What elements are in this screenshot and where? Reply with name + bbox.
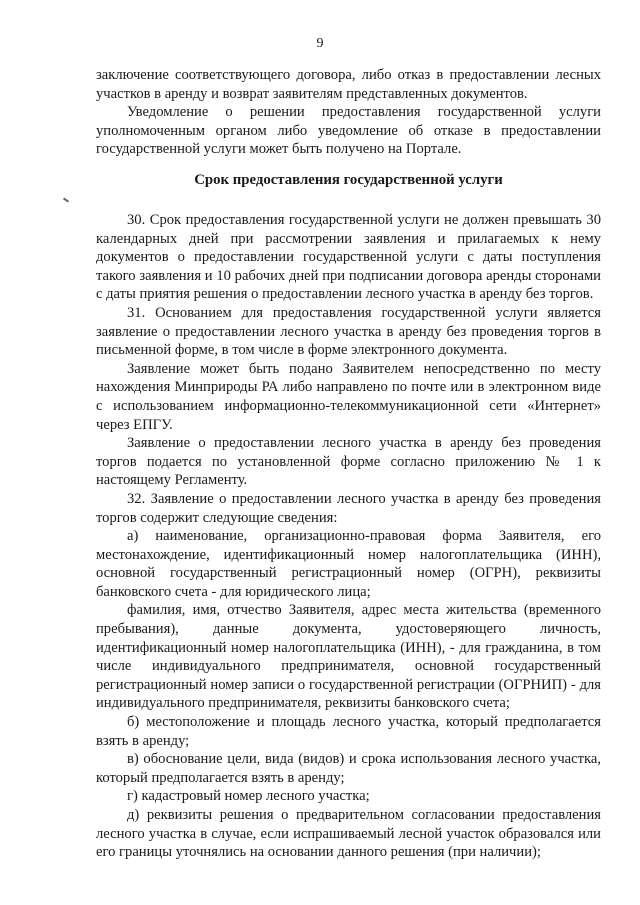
paragraph: заключение соответствующего договора, либо отказ в предоставлении лесных участков в аренду и возврат заявителям представленных документов. [96, 67, 601, 102]
text-block-main [96, 211, 601, 862]
paragraph: б) местоположение и площадь лесного участка, который предполагается взять в аренду; [96, 714, 601, 749]
paragraph: 32. Заявление о предоставлении лесного участка в аренду без проведения торгов содержит следующие сведения: [96, 490, 601, 526]
paragraph: Заявление о предоставлении лесного участка в аренду без проведения торгов подается по установленной форме согласно приложению № 1 к настоящему Регламенту. [96, 435, 601, 489]
page-number: 9 [316, 36, 324, 51]
margin-mark [63, 197, 69, 202]
paragraph: в) обоснование цели, вида (видов) и срока использования лесного участка, который предполагается взять в аренду; [96, 751, 601, 786]
paragraph: Уведомление о решении предоставления государственной услуги уполномоченным органом либо уведомление об отказе в предоставлении государственной услуги может быть получено на Портале. [96, 104, 601, 158]
text-block-top [96, 66, 601, 159]
paragraph: Заявление может быть подано Заявителем непосредственно по месту нахождения Минприроды РА либо направлено по почте или в электронном виде с использованием информационно-телекоммуникационной сети «Интернет» через ЕПГУ. [96, 360, 601, 433]
paragraph: фамилия, имя, отчество Заявителя, адрес места жительства (временного пребывания), данные документа, удостоверяющего личность, идентификационный номер налогоплательщика (ИНН), - для гражданина, в том числе индивидуального предпринимателя, основной государственный регистрационный номер записи о государственной регистрации (ОГРНИП) - для индивидуального предпринимателя, реквизиты банковского счета; [96, 602, 601, 712]
paragraph: д) реквизиты решения о предварительном согласовании предоставления лесного участка в случае, если испрашиваемый лесной участок образовался или его границы уточнялись на основании данного решения (при наличии); [96, 807, 601, 861]
paragraph: 30. Срок предоставления государственной услуги не должен превышать 30 календарных дней при рассмотрении заявления и прилагаемых к нему документов о предоставлении государственной услуги с даты поступления такого заявления и 10 рабочих дней при подписании договора аренды сторонами с даты приятия решения о предоставлении лесного участка в аренду без торгов. [96, 212, 601, 303]
paragraph: 31. Основанием для предоставления государственной услуги является заявление о предоставлении лесного участка в аренду без проведения торгов в письменной форме, в том числе в форме электронного документа. [96, 304, 601, 359]
section-heading: Срок предоставления государственной услуги [194, 172, 503, 188]
paragraph: г) кадастровый номер лесного участка; [127, 788, 370, 805]
paragraph: а) наименование, организационно-правовая форма Заявителя, его местонахождение, идентификационный номер налогоплательщика (ИНН), основной государственный регистрационный номер (ОГРН), реквизиты банковского счета - для юридического лица; [96, 528, 601, 600]
